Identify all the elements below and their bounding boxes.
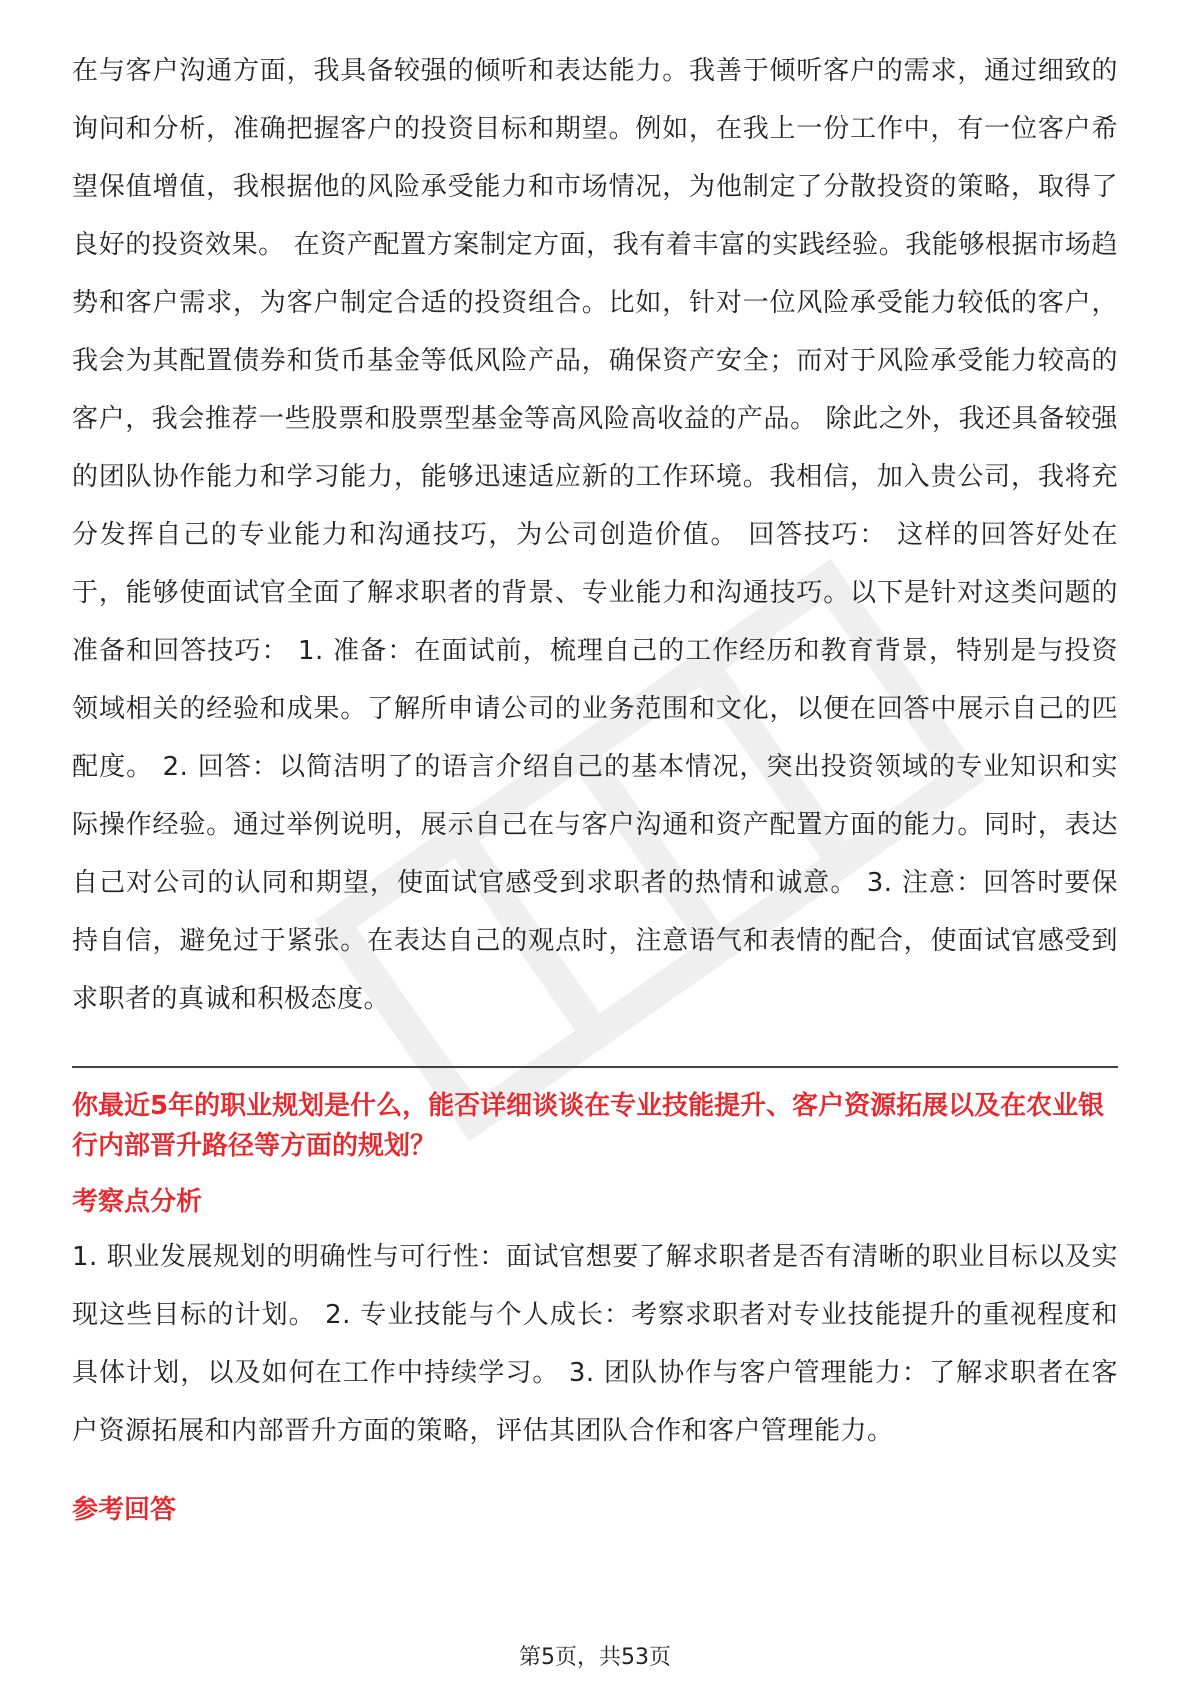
page-number-footer: 第5页，共53页 xyxy=(519,1645,671,1670)
question-title: 你最近5年的职业规划是什么，能否详细谈谈在专业技能提升、客户资源拓展以及在农业银行内部晋升路径等方面的规划？ xyxy=(72,1091,1105,1161)
document-page xyxy=(72,42,1118,1536)
section-divider xyxy=(72,1066,1118,1068)
answer-paragraph: 在与客户沟通方面，我具备较强的倾听和表达能力。我善于倾听客户的需求，通过细致的询问和分析，准确把握客户的投资目标和期望。例如，在我上一份工作中，有一位客户希望保值增值，我根据他的风险承受能力和市场情况，为他制定了分散投资的策略，取得了良好的投资效果。 在资产配置方案制定方面，我有着丰富的实践经验。我能够根据市场趋势和客户需求，为客户制定合适的投资组合。比如，针对一位风险承受能力较低的客户，我会为其配置债券和货币基金等低风险产品，确保资产安全；而对于风险承受能力较高的客户，我会推荐一些股票和股票型基金等高风险高收益的产品。 除此之外，我还具备较强的团队协作能力和学习能力，能够迅速适应新的工作环境。我相信，加入贵公司，我将充分发挥自己的专业能力和沟通技巧，为公司创造价值。 回答技巧： 这样的回答好处在于，能够使面试官全面了解求职者的背景、专业能力和沟通技巧。以下是针对这类问题的准备和回答技巧： 1. 准备：在面试前，梳理自己的工作经历和教育背景，特别是与投资领域相关的经验和成果。了解所申请公司的业务范围和文化，以便在回答中展示自己的匹配度。 2. 回答：以简洁明了的语言介绍自己的基本情况，突出投资领域的专业知识和实际操作经验。通过举例说明，展示自己在与客户沟通和资产配置方面的能力。同时，表达自己对公司的认同和期望，使面试官感受到求职者的热情和诚意。 3. 注意：回答时要保持自信，避免过于紧张。在表达自己的观点时，注意语气和表情的配合，使面试官感受到求职者的真诚和积极态度。 xyxy=(72,56,1118,1014)
analysis-heading: 考察点分析 xyxy=(72,1187,203,1217)
analysis-paragraph: 1. 职业发展规划的明确性与可行性：面试官想要了解求职者是否有清晰的职业目标以及实现这些目标的计划。 2. 专业技能与个人成长：考察求职者对专业技能提升的重视程度和具体计划，以及如何在工作中持续学习。 3. 团队协作与客户管理能力：了解求职者在客户资源拓展和内部晋升方面的策略，评估其团队合作和客户管理能力。 xyxy=(72,1242,1118,1446)
reference-heading: 参考回答 xyxy=(72,1495,177,1525)
